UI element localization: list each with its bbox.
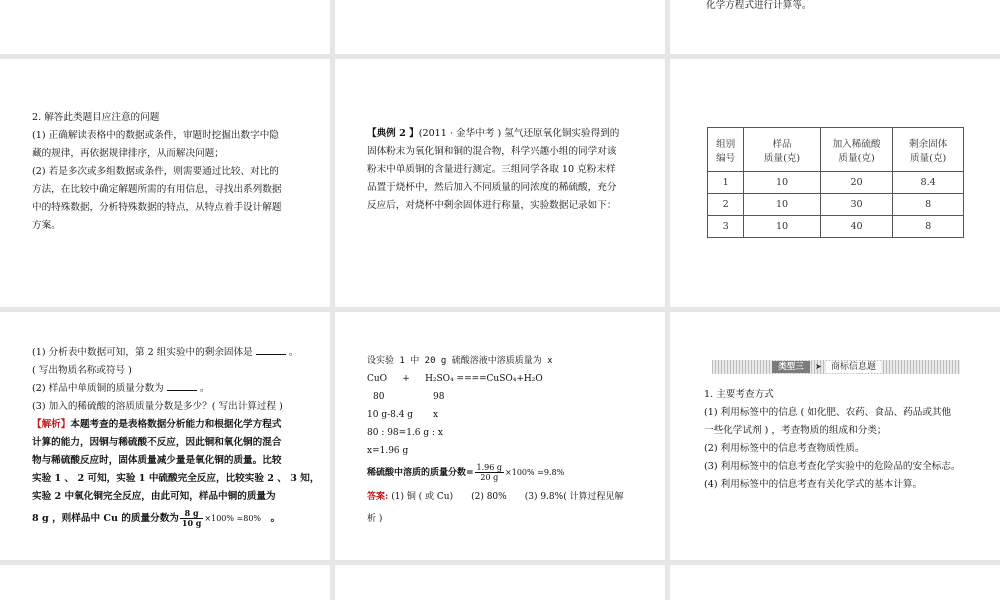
text-line: 设实验 1 中 20 g 硫酸溶液中溶质质量为 x [367, 356, 553, 366]
text-line: 方法，在比较中确定解题所需的有用信息，寻找出系列数据 [32, 184, 282, 195]
table-cell: 30 [820, 194, 893, 216]
table-header: 组别 编号 [708, 128, 744, 172]
text-line: 实验 2 中氧化铜完全反应，由此可知，样品中铜的质量为 [32, 491, 276, 502]
text-line: 1. 主要考查方式 [704, 389, 774, 400]
text-line: 物与稀硫酸反应时，固体质量减少量是氧化铜的质量。比较 [32, 455, 282, 466]
text-line: 8 g ，则样品中 Cu 的质量分数为 $\frac{8 g}{10 g}$ ×100% =80% 。 [32, 508, 281, 528]
slide-tips[interactable] [0, 59, 330, 307]
text-line: (2) 若是多次或多组数据或条件，则需要通过比较、对比的 [32, 166, 279, 177]
slide-top-left[interactable] [0, 0, 330, 54]
text-line [367, 125, 619, 143]
table-cell: 8 [893, 194, 964, 216]
text-line: ( 写出物质名称或符号 ) [32, 365, 132, 376]
section-banner [712, 360, 960, 374]
arrow-icon: ➤ [815, 362, 822, 371]
slide-bottom-middle[interactable] [335, 565, 665, 600]
table-header: 样品 质量(克) [744, 128, 820, 172]
text-line: (2) 样品中单质铜的质量分数为 。 [32, 380, 209, 398]
text-line: 析 ) [367, 514, 383, 524]
slide-table[interactable] [670, 59, 1000, 307]
text-line: 品置于烧杯中，然后加入不同质量的同浓度的稀硫酸，充分 [367, 182, 617, 193]
example-label: 【典例 2 】 [367, 128, 419, 139]
answer-blank[interactable] [167, 380, 197, 391]
slide-top-middle[interactable] [335, 0, 665, 54]
table-row [708, 172, 964, 194]
text-line: (1) 利用标签中的信息 ( 如化肥、农药、食品、药品或其他 [704, 407, 952, 418]
slide-solution[interactable] [335, 312, 665, 560]
table-header-row [708, 128, 964, 172]
table-cell: 10 [744, 194, 820, 216]
banner-title: 商标信息题 [826, 361, 881, 373]
table-header: 加入稀硫酸 质量(克) [820, 128, 893, 172]
table-cell: 10 [744, 216, 820, 238]
text-line: 10 g-8.4 g [367, 410, 414, 420]
slide-top-right[interactable] [670, 0, 1000, 54]
text-line: x=1.96 g [367, 446, 409, 456]
example-source: (2011 · 金华中考 ) 氢气还原氧化铜实验得到的 [418, 128, 620, 139]
table-cell: 40 [820, 216, 893, 238]
table-cell: 20 [820, 172, 893, 194]
table-cell: 10 [744, 172, 820, 194]
slide-bottom-left[interactable] [0, 565, 330, 600]
answer-label: 答案: [367, 492, 389, 502]
table-cell: 8 [893, 216, 964, 238]
text-line: 80 : 98=1.6 g : x [367, 428, 443, 438]
analysis-label: 【解析】 [32, 419, 71, 430]
fraction: $\frac{1.96 g}{20 g}$ [476, 463, 503, 482]
data-table [707, 127, 964, 238]
text-line: 计算的能力，因铜与稀硫酸不反应，因此铜和氧化铜的混合 [32, 437, 282, 448]
text-line: (3) 利用标签中的信息考查化学实验中的危险品的安全标志。 [704, 461, 961, 472]
table-row [708, 194, 964, 216]
text-line: 一些化学试剂 ) ，考查物质的组成和分类； [704, 425, 887, 436]
table-header: 剩余固体 质量(克) [893, 128, 964, 172]
molar-mass: 98 [433, 392, 445, 402]
text-line: 2. 解答此类题目应注意的问题 [32, 112, 160, 123]
text-line: (1) 正确解读表格中的数据或条件，审题时挖掘出数字中隐 [32, 130, 279, 141]
molar-mass: 80 [373, 392, 385, 402]
banner-tag: 类型三 [772, 361, 810, 373]
table-cell: 8.4 [893, 172, 964, 194]
slide-label-info[interactable] [670, 312, 1000, 560]
answer-blank[interactable] [256, 344, 286, 355]
table-cell: 2 [708, 194, 744, 216]
table-cell: 3 [708, 216, 744, 238]
text-line: 藏的规律，再依据规律排序，从而解决问题； [32, 148, 224, 159]
text-line: (2) 利用标签中的信息考查物质性质。 [704, 443, 865, 454]
text-line: (4) 利用标签中的信息考查有关化学式的基本计算。 [704, 479, 923, 490]
text-line: 固体粉末为氧化铜和铜的混合物，科学兴趣小组的同学对该 [367, 146, 617, 157]
equation-line: CuO + H₂SO₄ ====CuSO₄+H₂O [367, 374, 543, 384]
slide-bottom-right[interactable] [670, 565, 1000, 600]
text-line: 粉末中单质铜的含量进行测定。三组同学各取 10 克粉末样 [367, 164, 616, 175]
slide-questions[interactable] [0, 312, 330, 560]
text-line: 反应后，对烧杯中剩余固体进行称量，实验数据记录如下： [367, 200, 617, 211]
table-row [708, 216, 964, 238]
text-line: 中的特殊数据，分析特殊数据的特点，从特点着手设计解题 [32, 202, 282, 213]
text-line: 化学方程式进行计算等。 [706, 0, 812, 11]
fraction: $\frac{8 g}{10 g}$ [181, 508, 202, 528]
text-line: x [433, 410, 439, 420]
text-line: (1) 分析表中数据可知，第 2 组实验中的剩余固体是 。 [32, 344, 298, 362]
text-line: (3) 加入的稀硫酸的溶质质量分数是多少？( 写出计算过程 ) [32, 401, 283, 412]
text-line: 实验 1 、 2 可知，实验 1 中硫酸完全反应，比较实验 2 、 3 知， [32, 473, 320, 484]
text-line: 答案: (1) 铜 ( 或 Cu) (2) 80% (3) 9.8%( 计算过程见解 [367, 492, 624, 502]
text-line: 方案。 [32, 220, 61, 231]
slide-example[interactable] [335, 59, 665, 307]
table-cell: 1 [708, 172, 744, 194]
text-line: 【解析】本题考查的是表格数据分析能力和根据化学方程式 [32, 419, 282, 430]
text-line: 稀硫酸中溶质的质量分数= $\frac{1.96 g}{20 g}$ ×100% =9.8% [367, 463, 565, 482]
